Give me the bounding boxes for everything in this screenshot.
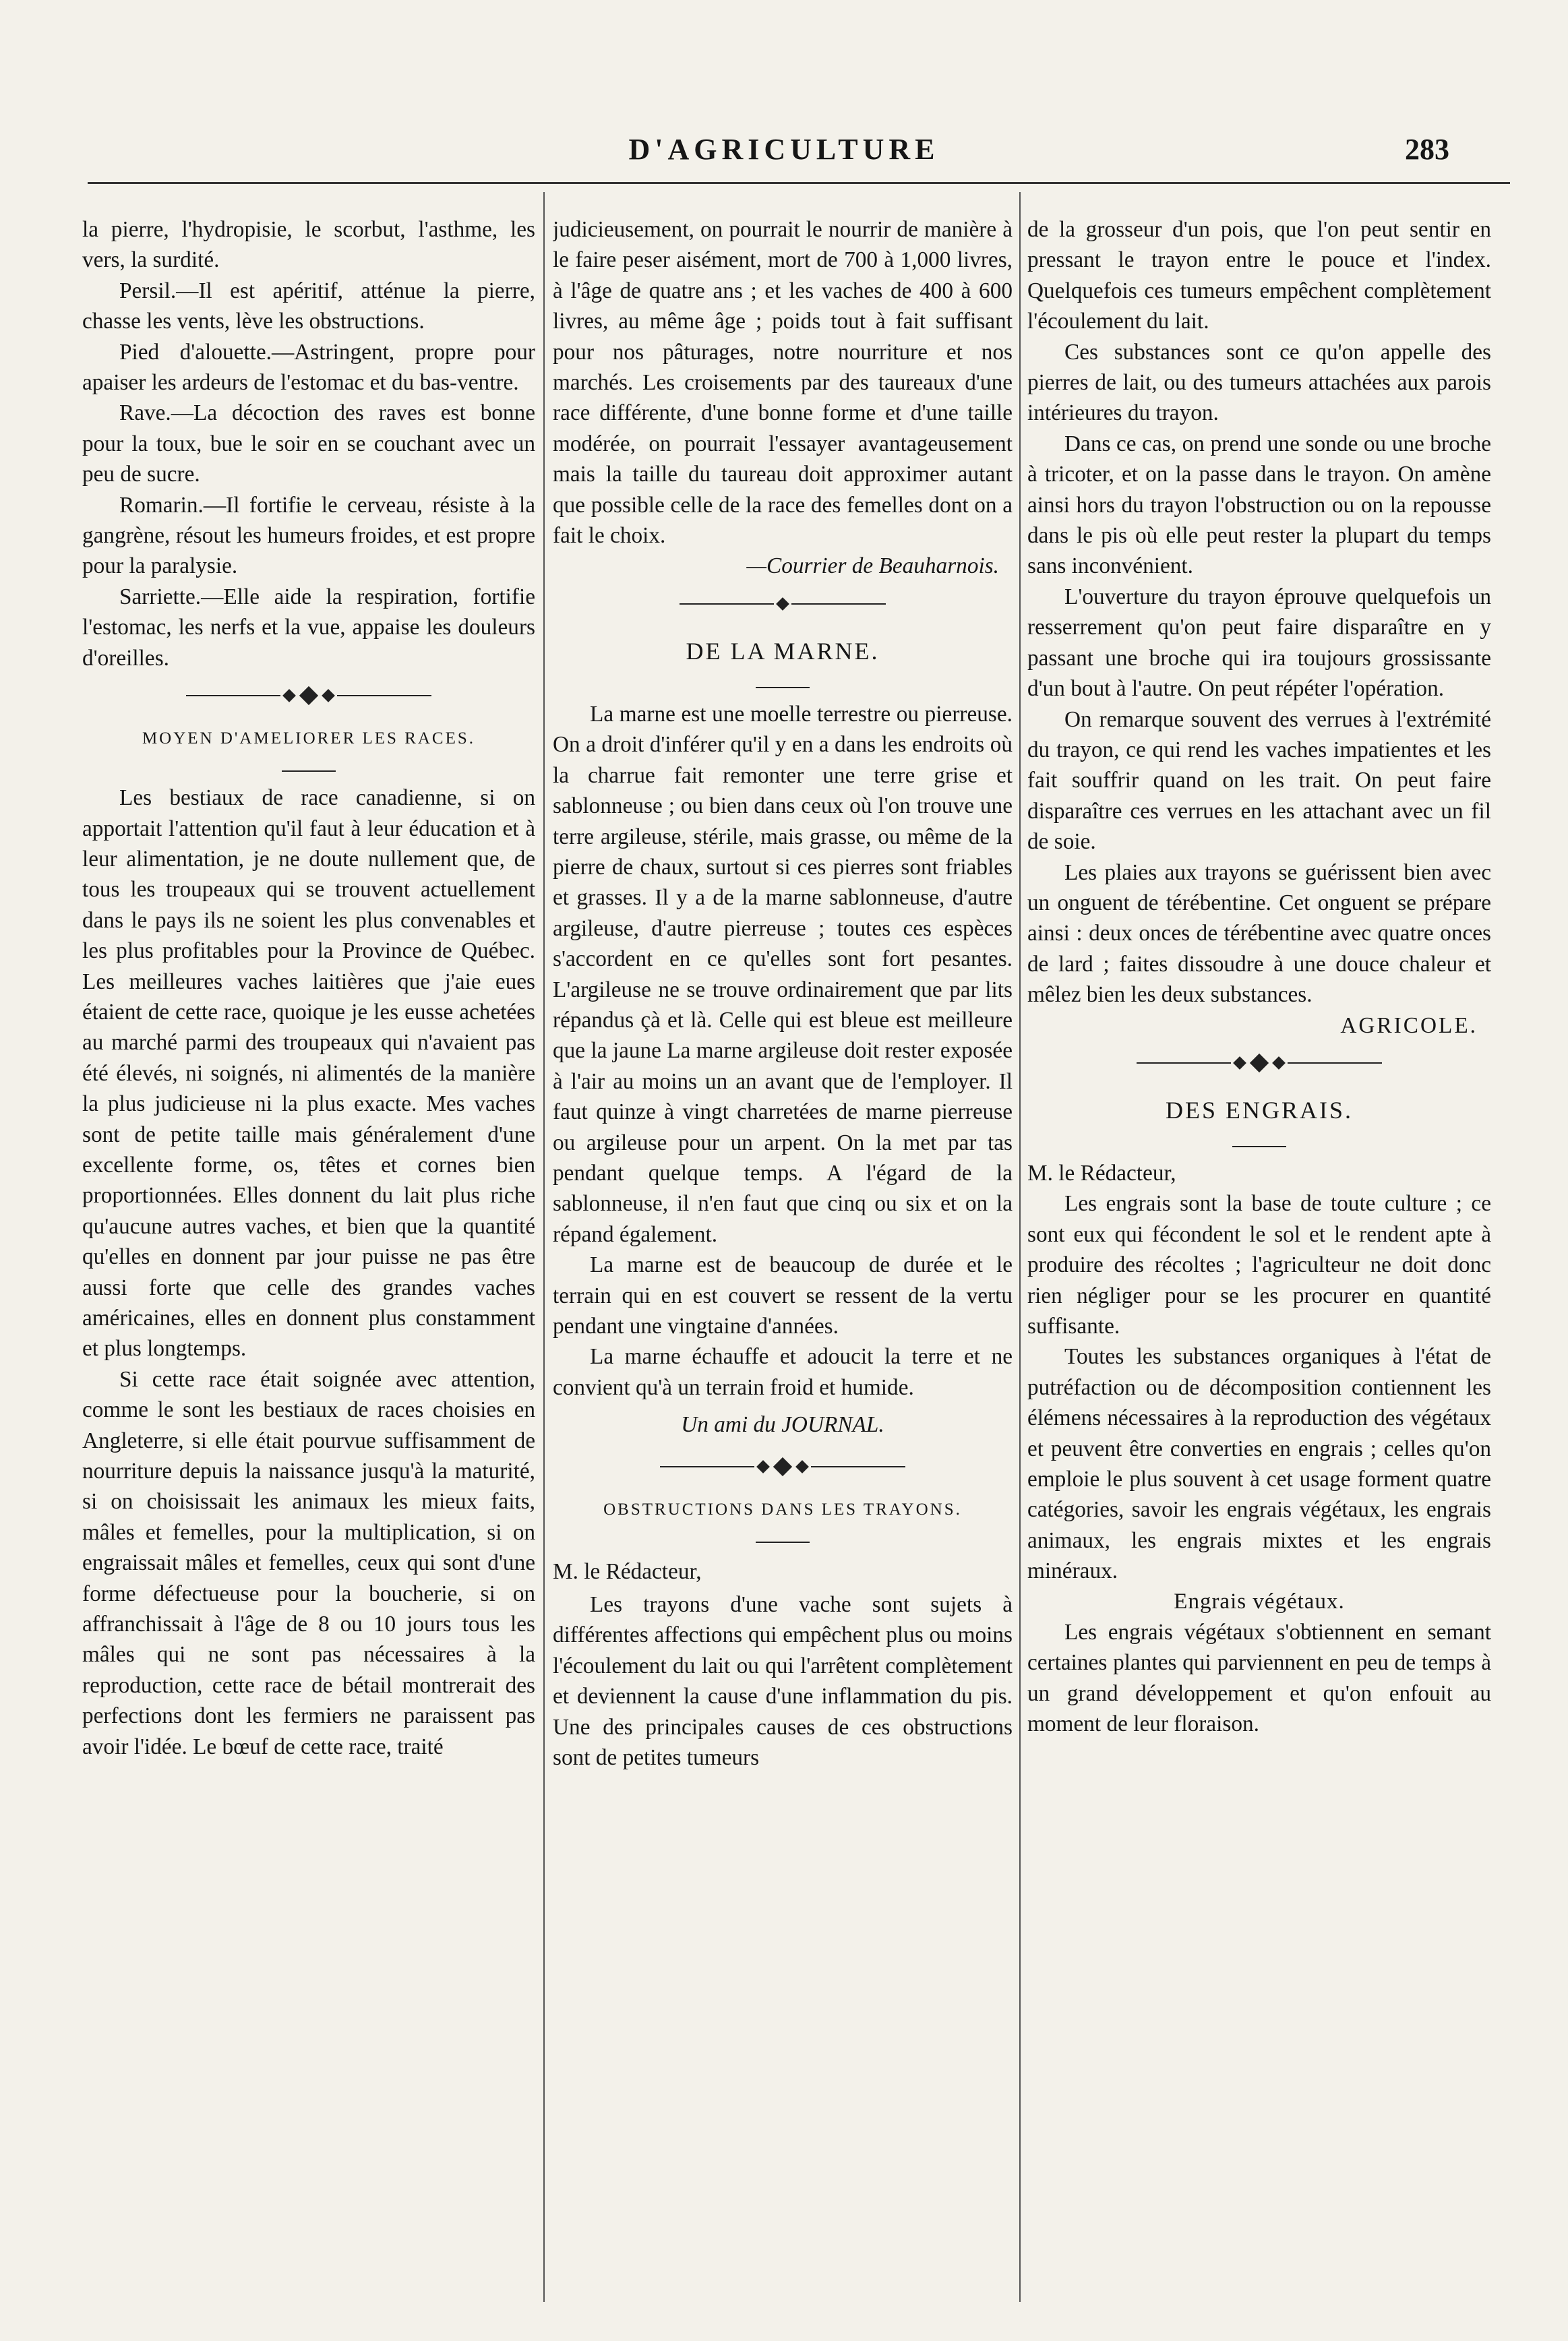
- paragraph: La marne échauffe et adoucit la terre et ne convient qu'à un terrain froid et humide.: [553, 1344, 1013, 1400]
- paragraph: la pierre, l'hydropisie, le scorbut, l'asthme, les vers, la surdité.: [82, 217, 535, 273]
- column-1: [82, 214, 535, 2290]
- paragraph: Ces substances sont ce qu'on appelle des pierres de lait, ou des tumeurs attachées aux parois intérieures du trayon.: [1027, 339, 1491, 426]
- paragraph: judicieusement, on pourrait le nourrir de manière à le faire peser aisément, mort de 700 à 1,000 livres, à l'âge de quatre ans ; et les vaches de 400 à 600 livres, au même âge ; poids tout à fait suffisant pour nos pâturages, notre nourriture et nos marchés. Les croisements par des taureaux d'une race différente, d'une bonne forme et d'une taille modérée, on pourrait l'essayer avantageusement mais la taille du taureau doit approximer autant que possible celle de la race des femelles dont on a fait le choix.: [553, 217, 1013, 549]
- section-ornament: [553, 582, 1013, 626]
- paragraph: Les plaies aux trayons se guérissent bien avec un onguent de térébentine. Cet onguent se prépare ainsi : deux onces de térébentine avec quatre onces de lard ; faites dissoudre à une douce chaleur et mêlez bien les deux substances.: [1027, 859, 1491, 1008]
- article-signature: —Courrier de Beauharnois.: [746, 553, 999, 579]
- page-number: 283: [1405, 133, 1449, 166]
- column-divider: [1019, 192, 1021, 2302]
- article-signature: Un ami du JOURNAL.: [681, 1412, 884, 1438]
- paragraph: Si cette race était soignée avec attention, comme le sont les bestiaux de races choisies en Angleterre, si elle était pourvue suffisamment de nourriture depuis la naissance jusqu'à la maturité, si on choisissait les animaux les mieux faits, mâles et femelles, pour la multiplication, si on engraissait mâles et femelles, ceux qui sont d'une forme défectueuse pour la boucherie, si on affranchissait à l'âge de 8 ou 10 jours tous les mâles qui ne sont pas nécessaires à la reproduction, cette race de bétail montrerait des perfections dont les fermiers ne paraissent pas avoir l'idée. Le bœuf de cette race, traité: [82, 1366, 535, 1759]
- paragraph: Pied d'alouette.—Astringent, propre pour apaiser les ardeurs de l'estomac et du bas-ventre.: [82, 339, 535, 396]
- paragraph: Les engrais végétaux s'obtiennent en semant certaines plantes qui parviennent en peu de temps à un grand développement et qu'on enfouit au moment de leur floraison.: [1027, 1620, 1491, 1737]
- paragraph: Rave.—La décoction des raves est bonne pour la toux, bue le soir en se couchant avec un peu de sucre.: [82, 400, 535, 487]
- article-heading: DE LA MARNE.: [686, 637, 880, 665]
- paragraph: La marne est une moelle terrestre ou pierreuse. On a droit d'inférer qu'il y en a dans les endroits où la charrue fait remonter une terre grise et sablonneuse ; ou bien dans ceux où l'on trouve une terre argileuse, stérile, mais grasse, ou même de la pierre de chaux, surtout si ces pierres sont friables et grasses. Il y a de la marne sablonneuse, d'autre argileuse, d'autre pierreuse ; toutes ces espèces s'accordent en ce qu'elles sont fort pesantes. L'argileuse ne se trouve ordinairement que par lits répandus çà et là. Celle qui est bleue est meilleure que la jaune La marne argileuse doit rester exposée à l'air au moins un an avant que de l'employer. Il faut quinze à vingt charretées de marne pierreuse ou argileuse pour un arpent. On la met par tas pendant quelque temps. A l'égard de la sablonneuse, il n'en faut que cinq ou six et on la répand également.: [553, 701, 1013, 1247]
- salutation: M. le Rédacteur,: [1027, 1160, 1176, 1186]
- paragraph: Les bestiaux de race canadienne, si on apportait l'attention qu'il faut à leur éducation et à leur alimentation, je ne doute nullement que, de tous les troupeaux qui se trouvent actuellement dans le pays ils ne soient les plus convenables et les plus profitables pour la Province de Québec. Les meilleures vaches laitières que j'aie eues étaient de cette race, quoique je les eusse achetées au marché parmi des troupeaux qui n'avaient pas été élevés, ni soignés, ni alimentés de la manière la plus judicieuse ni la plus exacte. Mes vaches sont de petite taille mais généralement d'une excellente forme, os, têtes et cornes bien proportionnées. Elles donnent du lait plus riche qu'aucune autres vaches, et bien que la quantité qu'elles en donnent par jour puisse ne pas être aussi forte que celle des grandes vaches américaines, elles en donnent plus constamment et plus longtemps.: [82, 785, 535, 1362]
- salutation: M. le Rédacteur,: [553, 1558, 702, 1584]
- subheading: Engrais végétaux.: [1174, 1589, 1345, 1614]
- paragraph: On remarque souvent des verrues à l'extrémité du trayon, ce qui rend les vaches impatientes et les fait souffrir quand on les trait. On peut faire disparaître ces verrues en les attachant avec un fil de soie.: [1027, 706, 1491, 855]
- column-3: [1027, 214, 1491, 2290]
- heading-rule: [553, 676, 1013, 699]
- column-divider: [543, 192, 545, 2302]
- paragraph: La marne est de beaucoup de durée et le terrain qui en est couvert se ressent de la vertu pendant une vingtaine d'années.: [553, 1252, 1013, 1339]
- running-title: D'AGRICULTURE: [628, 133, 940, 166]
- heading-rule: [82, 760, 535, 783]
- heading-rule: [1027, 1135, 1491, 1158]
- paragraph: Romarin.—Il fortifie le cerveau, résiste à la gangrène, résout les humeurs froides, et est propre pour la paralysie.: [82, 492, 535, 579]
- article-heading: DES ENGRAIS.: [1165, 1096, 1353, 1124]
- paragraph: Sarriette.—Elle aide la respiration, fortifie l'estomac, les nerfs et la vue, appaise les douleurs d'oreilles.: [82, 584, 535, 671]
- paragraph: Les trayons d'une vache sont sujets à différentes affections qui empêchent plus ou moins l'écoulement du lait ou qui l'arrêtent complètement et deviennent la cause d'une inflammation du pis. Une des principales causes de ces obstructions sont de petites tumeurs: [553, 1592, 1013, 1771]
- paragraph: Persil.—Il est apéritif, atténue la pierre, chasse les vents, lève les obstructions.: [82, 278, 535, 334]
- section-ornament: [553, 1445, 1013, 1489]
- paragraph: de la grosseur d'un pois, que l'on peut sentir en pressant le trayon entre le pouce et l'index. Quelquefois ces tumeurs empêchent complètement l'écoulement du lait.: [1027, 217, 1491, 334]
- section-ornament: [1027, 1041, 1491, 1085]
- article-heading: OBSTRUCTIONS DANS LES TRAYONS.: [603, 1500, 962, 1519]
- header-rule: [88, 182, 1510, 184]
- paragraph: Les engrais sont la base de toute culture ; ce sont eux qui fécondent le sol et le rendent apte à produire des récoltes ; l'agriculteur ne doit donc rien négliger pour se les procurer en quantité suffisante.: [1027, 1191, 1491, 1339]
- article-signature: AGRICOLE.: [1340, 1012, 1478, 1038]
- article-heading: MOYEN D'AMELIORER LES RACES.: [142, 729, 476, 748]
- column-2: [553, 214, 1013, 2290]
- heading-rule: [553, 1531, 1013, 1554]
- paragraph: Toutes les substances organiques à l'état de putréfaction ou de décomposition contiennent les élémens nécessaires à la reproduction des végétaux et peuvent être converties en engrais ; celles qu'on emploie le plus souvent à cet usage forment quatre catégories, savoir les engrais végétaux, les engrais animaux, les engrais mixtes et les engrais minéraux.: [1027, 1344, 1491, 1584]
- paragraph: Dans ce cas, on prend une sonde ou une broche à tricoter, et on la passe dans le trayon. On amène ainsi hors du trayon l'obstruction ou on la repousse dans le pis où elle peut rester la plupart du temps sans inconvénient.: [1027, 431, 1491, 579]
- section-ornament: [82, 673, 535, 718]
- paragraph: L'ouverture du trayon éprouve quelquefois un resserrement qu'on peut faire disparaître en y passant une broche qui ira toujours grossissante d'un bout à l'autre. On peut répéter l'opération.: [1027, 584, 1491, 702]
